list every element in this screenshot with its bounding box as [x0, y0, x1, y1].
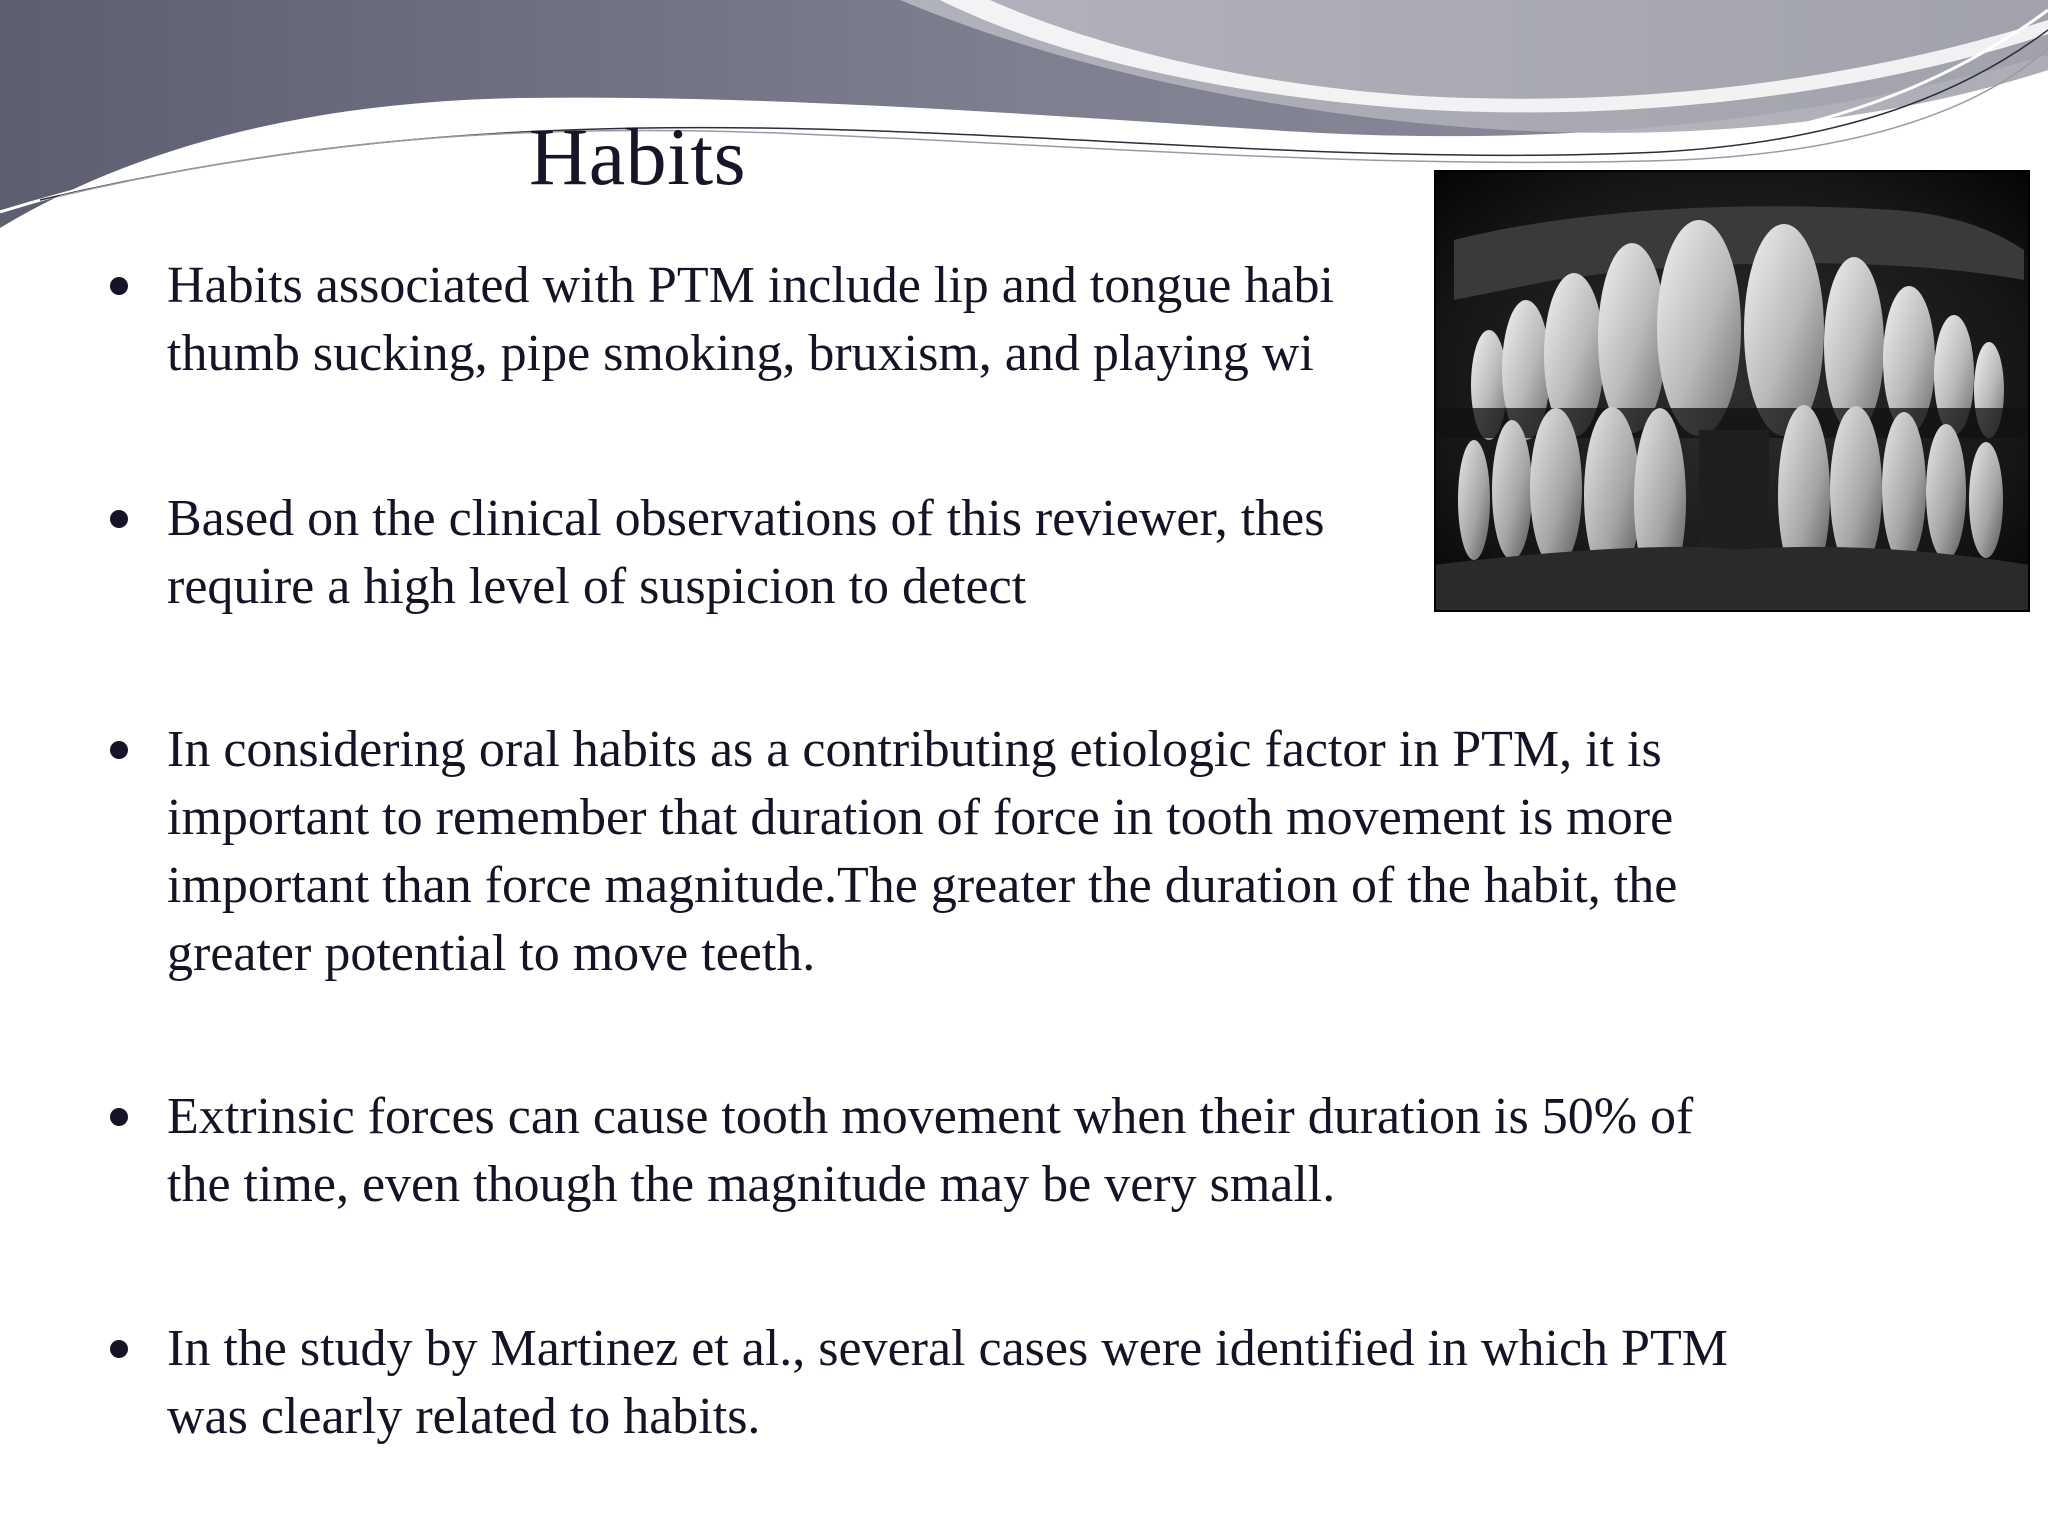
bullet-text: Extrinsic forces can cause tooth movement when their duration is 50% of the time, even though the magnitude may be very small. [167, 1088, 1694, 1213]
bullet-text: In the study by Martinez et al., several cases were identified in which PTM was clearly related to habits. [167, 1320, 1728, 1445]
bullet-dot-icon [110, 1108, 128, 1126]
teeth-photo-illustration [1434, 170, 2030, 612]
slide-title: Habits [529, 111, 747, 202]
teeth-photo [1434, 170, 2030, 612]
bullet-text: In considering oral habits as a contributing etiologic factor in PTM, it is important to remember that duration of force in tooth movement is more important than force magnitude.The greater the duration of the habit, the greater potential to move teeth. [167, 721, 1678, 982]
bullet-dot-icon [110, 1340, 128, 1358]
bullet-dot-icon [110, 741, 128, 759]
bullet-dot-icon [110, 510, 128, 528]
bullet-text: Habits associated with PTM include lip and tongue habi thumb sucking, pipe smoking, bruxism, and playing wi [167, 257, 1334, 382]
bullet-dot-icon [110, 277, 128, 295]
bullet-text: Based on the clinical observations of this reviewer, thes require a high level of suspicion to detect [167, 490, 1325, 615]
